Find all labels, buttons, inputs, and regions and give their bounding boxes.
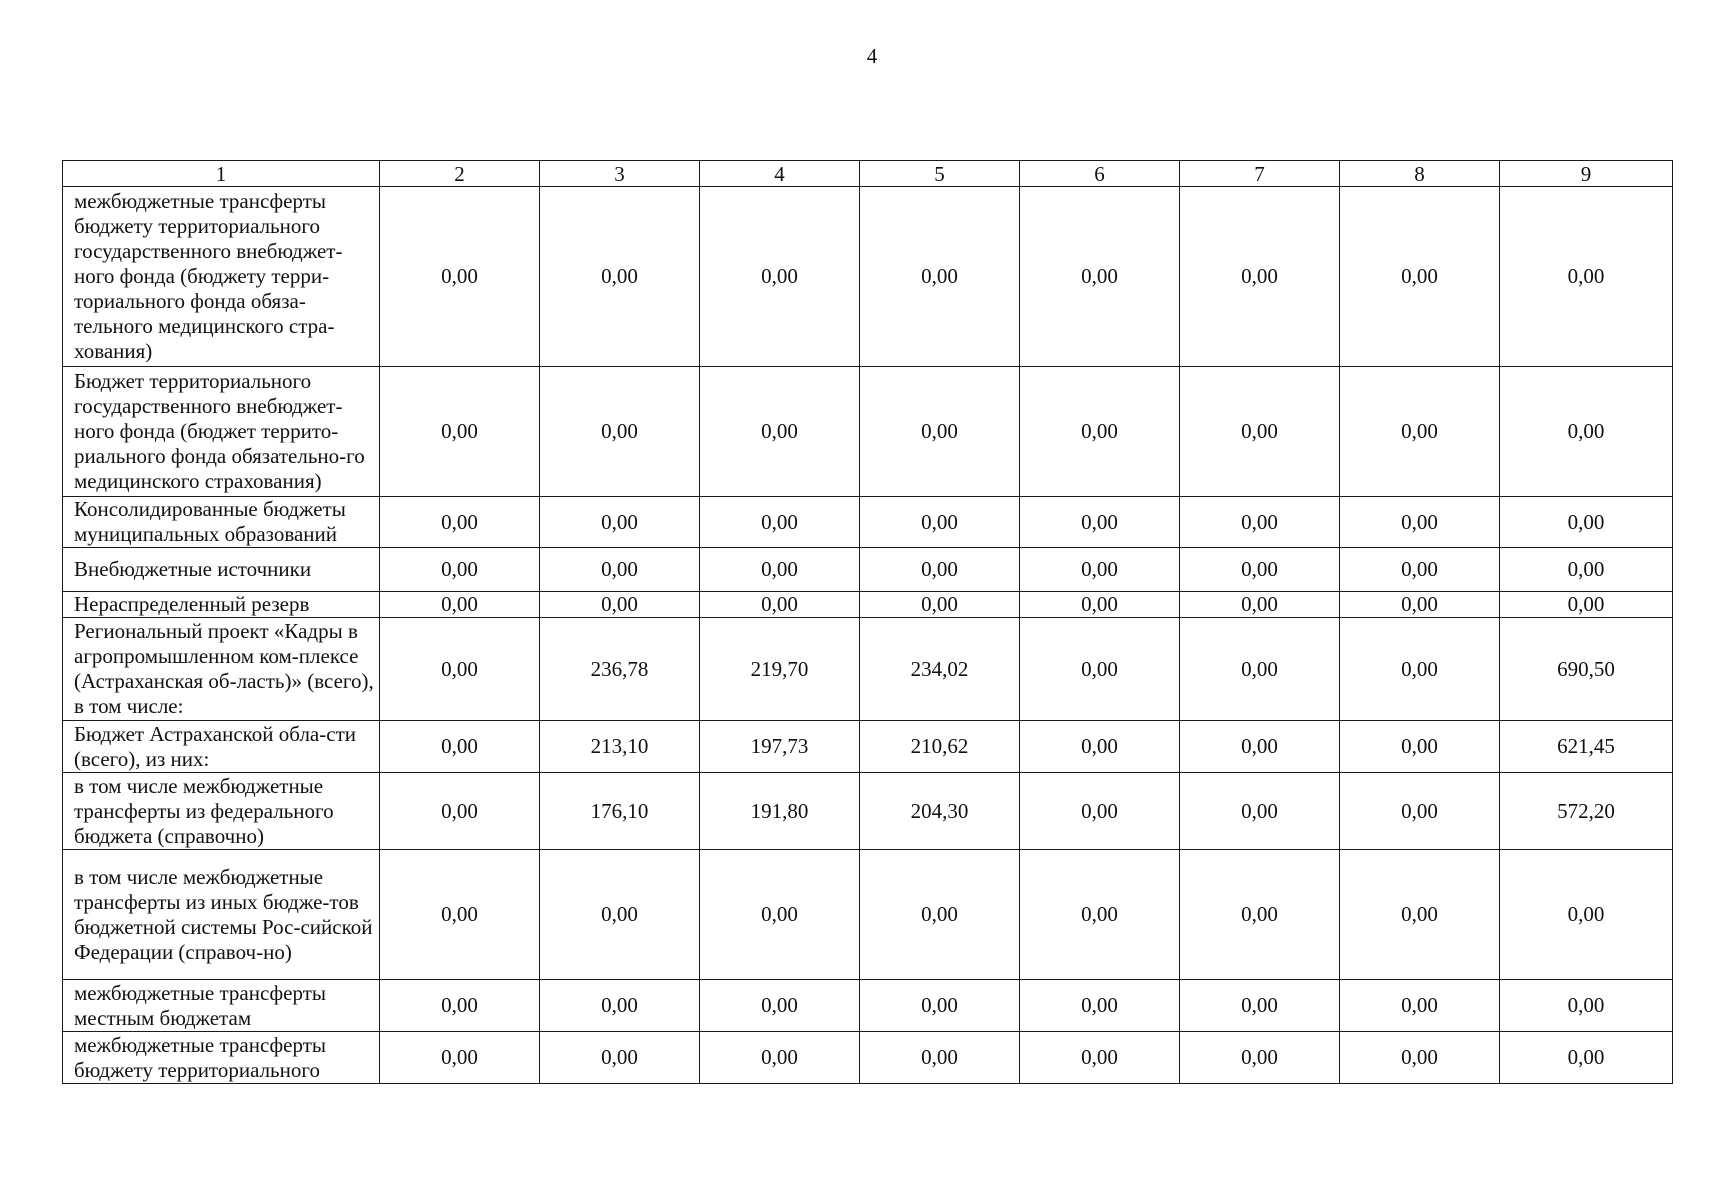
value-cell: 0,00	[380, 850, 540, 980]
value-cell: 0,00	[1500, 980, 1673, 1032]
value-cell: 219,70	[700, 618, 860, 721]
column-header: 8	[1340, 161, 1500, 187]
value-cell: 0,00	[1340, 980, 1500, 1032]
value-cell: 0,00	[1020, 592, 1180, 618]
value-cell: 0,00	[1340, 592, 1500, 618]
value-cell: 0,00	[540, 850, 700, 980]
row-label: межбюджетные трансферты бюджету территориального государственного внебюджет-ного фонда (бюджету терри-ториального фонда обяза-тельного медицинского стра-хования)	[63, 187, 380, 367]
value-cell: 0,00	[1340, 850, 1500, 980]
value-cell: 0,00	[1340, 1032, 1500, 1084]
value-cell: 0,00	[1180, 721, 1340, 773]
column-header: 2	[380, 161, 540, 187]
value-cell: 572,20	[1500, 773, 1673, 850]
value-cell: 0,00	[700, 850, 860, 980]
value-cell: 0,00	[1020, 721, 1180, 773]
column-header: 5	[860, 161, 1020, 187]
value-cell: 0,00	[700, 592, 860, 618]
value-cell: 0,00	[1340, 721, 1500, 773]
column-header: 3	[540, 161, 700, 187]
value-cell: 0,00	[1500, 187, 1673, 367]
value-cell: 197,73	[700, 721, 860, 773]
value-cell: 0,00	[540, 187, 700, 367]
value-cell: 0,00	[380, 980, 540, 1032]
value-cell: 234,02	[860, 618, 1020, 721]
value-cell: 0,00	[1340, 367, 1500, 497]
value-cell: 0,00	[380, 592, 540, 618]
row-label: Нераспределенный резерв	[63, 592, 380, 618]
value-cell: 0,00	[540, 548, 700, 592]
table-row	[63, 497, 1673, 548]
value-cell: 0,00	[1020, 618, 1180, 721]
page-number: 4	[866, 44, 878, 68]
value-cell: 213,10	[540, 721, 700, 773]
value-cell: 0,00	[1500, 850, 1673, 980]
value-cell: 0,00	[1020, 497, 1180, 548]
value-cell: 0,00	[1020, 548, 1180, 592]
row-label: в том числе межбюджетные трансферты из федерального бюджета (справочно)	[63, 773, 380, 850]
value-cell: 0,00	[1180, 1032, 1340, 1084]
table-row	[63, 618, 1673, 721]
value-cell: 0,00	[1340, 548, 1500, 592]
value-cell: 0,00	[540, 592, 700, 618]
table-row	[63, 367, 1673, 497]
value-cell: 0,00	[1340, 187, 1500, 367]
column-header: 6	[1020, 161, 1180, 187]
value-cell: 690,50	[1500, 618, 1673, 721]
value-cell: 0,00	[700, 187, 860, 367]
table-row	[63, 773, 1673, 850]
table-row	[63, 980, 1673, 1032]
value-cell: 204,30	[860, 773, 1020, 850]
value-cell: 0,00	[1020, 187, 1180, 367]
row-label: Консолидированные бюджеты муниципальных образований	[63, 497, 380, 548]
value-cell: 621,45	[1500, 721, 1673, 773]
value-cell: 0,00	[1500, 592, 1673, 618]
value-cell: 0,00	[1180, 367, 1340, 497]
value-cell: 0,00	[1180, 497, 1340, 548]
value-cell: 0,00	[380, 773, 540, 850]
row-label: Бюджет Астраханской обла-сти (всего), из них:	[63, 721, 380, 773]
value-cell: 0,00	[380, 367, 540, 497]
value-cell: 0,00	[540, 1032, 700, 1084]
budget-table	[62, 160, 1673, 1084]
row-label: Региональный проект «Кадры в агропромышленном ком-плексе (Астраханская об-ласть)» (всего), в том числе:	[63, 618, 380, 721]
value-cell: 0,00	[1020, 367, 1180, 497]
value-cell: 0,00	[1500, 1032, 1673, 1084]
value-cell: 0,00	[860, 367, 1020, 497]
row-label: Внебюджетные источники	[63, 548, 380, 592]
value-cell: 0,00	[700, 980, 860, 1032]
value-cell: 0,00	[380, 497, 540, 548]
value-cell: 0,00	[1500, 497, 1673, 548]
table-row	[63, 850, 1673, 980]
value-cell: 0,00	[860, 1032, 1020, 1084]
value-cell: 210,62	[860, 721, 1020, 773]
table-row	[63, 1032, 1673, 1084]
value-cell: 0,00	[860, 187, 1020, 367]
value-cell: 0,00	[860, 497, 1020, 548]
table-row	[63, 592, 1673, 618]
value-cell: 0,00	[860, 850, 1020, 980]
value-cell: 0,00	[1020, 773, 1180, 850]
value-cell: 176,10	[540, 773, 700, 850]
column-header: 9	[1500, 161, 1673, 187]
value-cell: 0,00	[700, 497, 860, 548]
row-label: в том числе межбюджетные трансферты из иных бюдже-тов бюджетной системы Рос-сийской Федерации (справоч-но)	[63, 850, 380, 980]
value-cell: 0,00	[1180, 187, 1340, 367]
value-cell: 0,00	[380, 1032, 540, 1084]
table-row	[63, 548, 1673, 592]
row-label: межбюджетные трансферты местным бюджетам	[63, 980, 380, 1032]
table-header-row	[63, 161, 1673, 187]
value-cell: 0,00	[1180, 773, 1340, 850]
table-row	[63, 721, 1673, 773]
value-cell: 0,00	[540, 367, 700, 497]
value-cell: 0,00	[1180, 618, 1340, 721]
value-cell: 236,78	[540, 618, 700, 721]
column-header: 1	[63, 161, 380, 187]
value-cell: 0,00	[380, 618, 540, 721]
value-cell: 0,00	[860, 548, 1020, 592]
value-cell: 191,80	[700, 773, 860, 850]
value-cell: 0,00	[380, 548, 540, 592]
value-cell: 0,00	[380, 721, 540, 773]
value-cell: 0,00	[1340, 618, 1500, 721]
column-header: 4	[700, 161, 860, 187]
value-cell: 0,00	[380, 187, 540, 367]
table-row	[63, 187, 1673, 367]
value-cell: 0,00	[860, 980, 1020, 1032]
value-cell: 0,00	[700, 367, 860, 497]
value-cell: 0,00	[860, 592, 1020, 618]
value-cell: 0,00	[1500, 548, 1673, 592]
value-cell: 0,00	[1020, 1032, 1180, 1084]
value-cell: 0,00	[540, 497, 700, 548]
value-cell: 0,00	[1340, 497, 1500, 548]
value-cell: 0,00	[1180, 980, 1340, 1032]
row-label: межбюджетные трансферты бюджету территориального	[63, 1032, 380, 1084]
column-header: 7	[1180, 161, 1340, 187]
value-cell: 0,00	[1020, 850, 1180, 980]
table-body	[63, 187, 1673, 1084]
value-cell: 0,00	[1020, 980, 1180, 1032]
value-cell: 0,00	[1340, 773, 1500, 850]
value-cell: 0,00	[1180, 850, 1340, 980]
value-cell: 0,00	[1180, 592, 1340, 618]
row-label: Бюджет территориального государственного внебюджет-ного фонда (бюджет террито-риального фонда обязательно-го медицинского страхования)	[63, 367, 380, 497]
value-cell: 0,00	[540, 980, 700, 1032]
value-cell: 0,00	[700, 548, 860, 592]
value-cell: 0,00	[700, 1032, 860, 1084]
value-cell: 0,00	[1180, 548, 1340, 592]
value-cell: 0,00	[1500, 367, 1673, 497]
